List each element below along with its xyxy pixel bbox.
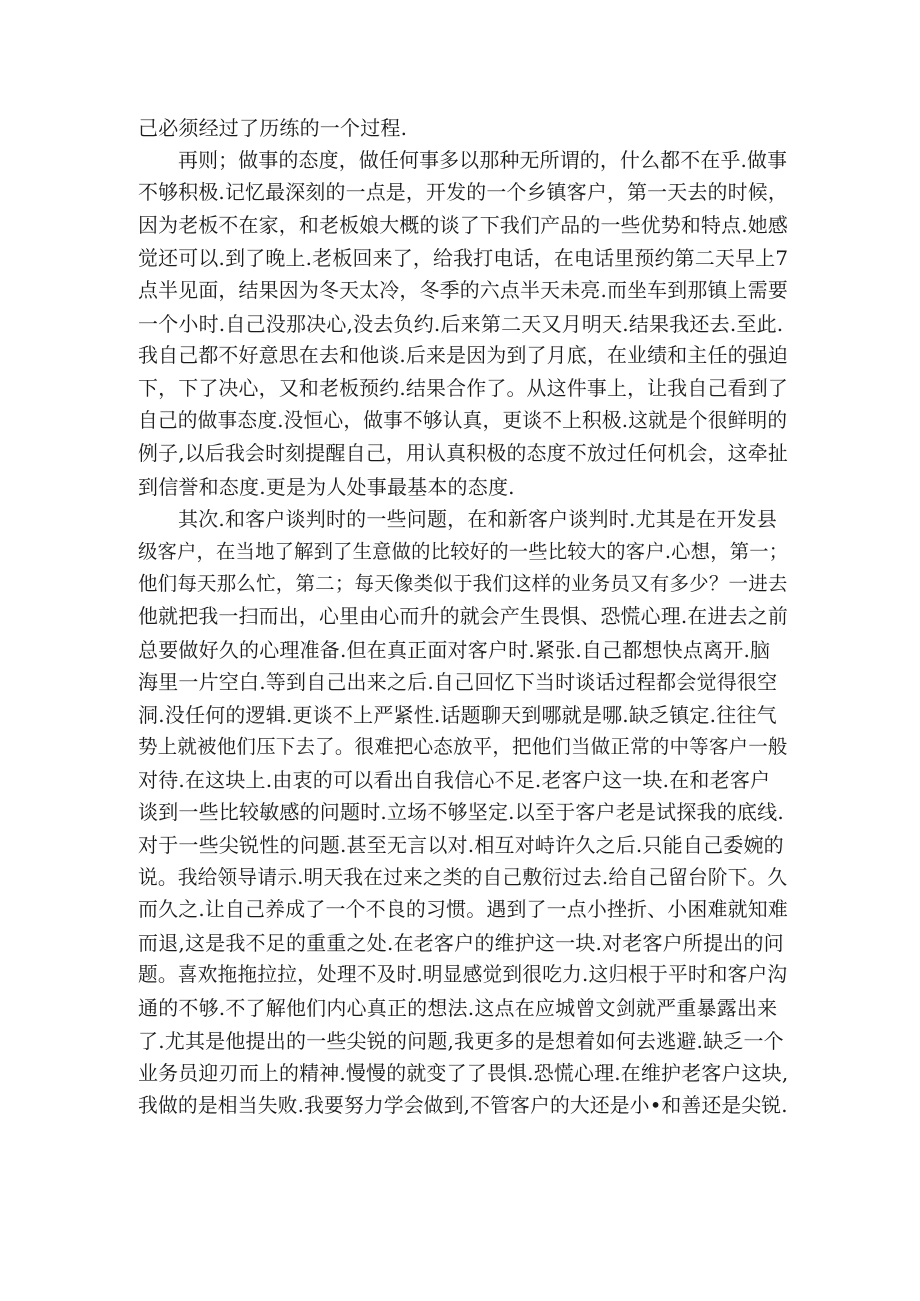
text-line: 对于一些尖锐性的问题.甚至无言以对.相互对峙许久之后.只能自己委婉的	[138, 833, 784, 858]
text-line: 他就把我一扫而出，心里由心而升的就会产生畏惧、恐慌心理.在进去之前	[138, 604, 788, 628]
text-line: 我做的是相当失败.我要努力学会做到,不管客户的大还是小•和善还是尖锐.	[138, 1093, 788, 1117]
text-line: 一个小时.自己没那决心,没去负约.后来第二天又月明天.结果我还去.至此.	[138, 311, 784, 336]
text-line: 总要做好久的心理准备.但在真正面对客户时.紧张.自己都想快点离开.脑	[138, 637, 771, 662]
text-line: 题。喜欢拖拖拉拉，处理不及时.明显感觉到很吃力.这归根于平时和客户沟	[138, 963, 788, 987]
text-line: 到信誉和态度.更是为人处事最基本的态度.	[138, 474, 515, 499]
text-line: 我自己都不好意思在去和他谈.后来是因为到了月底，在业绩和主任的强迫	[138, 344, 788, 368]
text-line: 谈到一些比较敏感的问题时.立场不够坚定.以至于客户老是试探我的底线.	[138, 800, 784, 825]
body-text	[138, 112, 788, 1122]
text-line: 对待.在这块上.由衷的可以看出自我信心不足.老客户这一块.在和老客户	[138, 767, 771, 792]
text-line: 不够积极.记忆最深刻的一点是，开发的一个乡镇客户，第一天去的时候，	[138, 181, 788, 205]
text-line: 而久之.让自己养成了一个不良的习惯。遇到了一点小挫折、小困难就知难	[138, 898, 788, 922]
text-line: 级客户，在当地了解到了生意做的比较好的一些比较大的客户.心想，第一；	[138, 539, 789, 563]
text-line: 下，下了决心，又和老板预约.结果合作了。从这件事上，让我自己看到了	[138, 376, 788, 400]
text-line: 势上就被他们压下去了。很难把心态放平，把他们当做正常的中等客户一般	[138, 735, 788, 759]
text-line: 其次.和客户谈判时的一些问题，在和新客户谈判时.尤其是在开发县	[178, 507, 777, 532]
text-line: 了.尤其是他提出的一些尖锐的问题,我更多的是想着如何去逃避.缺乏一个	[138, 1028, 784, 1053]
text-line: 再则；做事的态度，做任何事多以那种无所谓的，什么都不在乎.做事	[178, 148, 788, 172]
text-line: 他们每天那么忙，第二；每天像类似于我们这样的业务员又有多少？一进去	[138, 572, 788, 596]
text-line: 例子,以后我会时刻提醒自己，用认真积极的态度不放过任何机会，这牵扯	[138, 441, 788, 465]
text-line: 而退,这是我不足的重重之处.在老客户的维护这一块.对老客户所提出的问	[138, 930, 784, 955]
text-line: 因为老板不在家，和老板娘大概的谈了下我们产品的一些优势和特点.她感	[138, 213, 788, 237]
text-line: 己必须经过了历练的一个过程.	[138, 116, 408, 140]
text-line: 点半见面，结果因为冬天太冷，冬季的六点半天未亮.而坐车到那镇上需要	[138, 278, 788, 302]
text-line: 通的不够.不了解他们内心真正的想法.这点在应城曾文剑就严重暴露出来	[138, 996, 778, 1021]
text-line: 自己的做事态度.没恒心，做事不够认真，更谈不上积极.这就是个很鲜明的	[138, 409, 788, 433]
text-line: 觉还可以.到了晚上.老板回来了，给我打电话，在电话里预约第二天早上7	[138, 246, 789, 271]
text-line: 说。我给领导请示.明天我在过来之类的自己敷衍过去.给自己留台阶下。久	[138, 865, 788, 889]
text-line: 海里一片空白.等到自己出来之后.自己回忆下当时谈话过程都会觉得很空	[138, 670, 778, 695]
text-line: 业务员迎刃而上的精神.慢慢的就变了了畏惧.恐慌心理.在维护老客户这块,	[138, 1061, 789, 1086]
text-line: 洞.没任何的逻辑.更谈不上严紧性.话题聊天到哪就是哪.缺乏镇定.往往气	[138, 702, 777, 727]
